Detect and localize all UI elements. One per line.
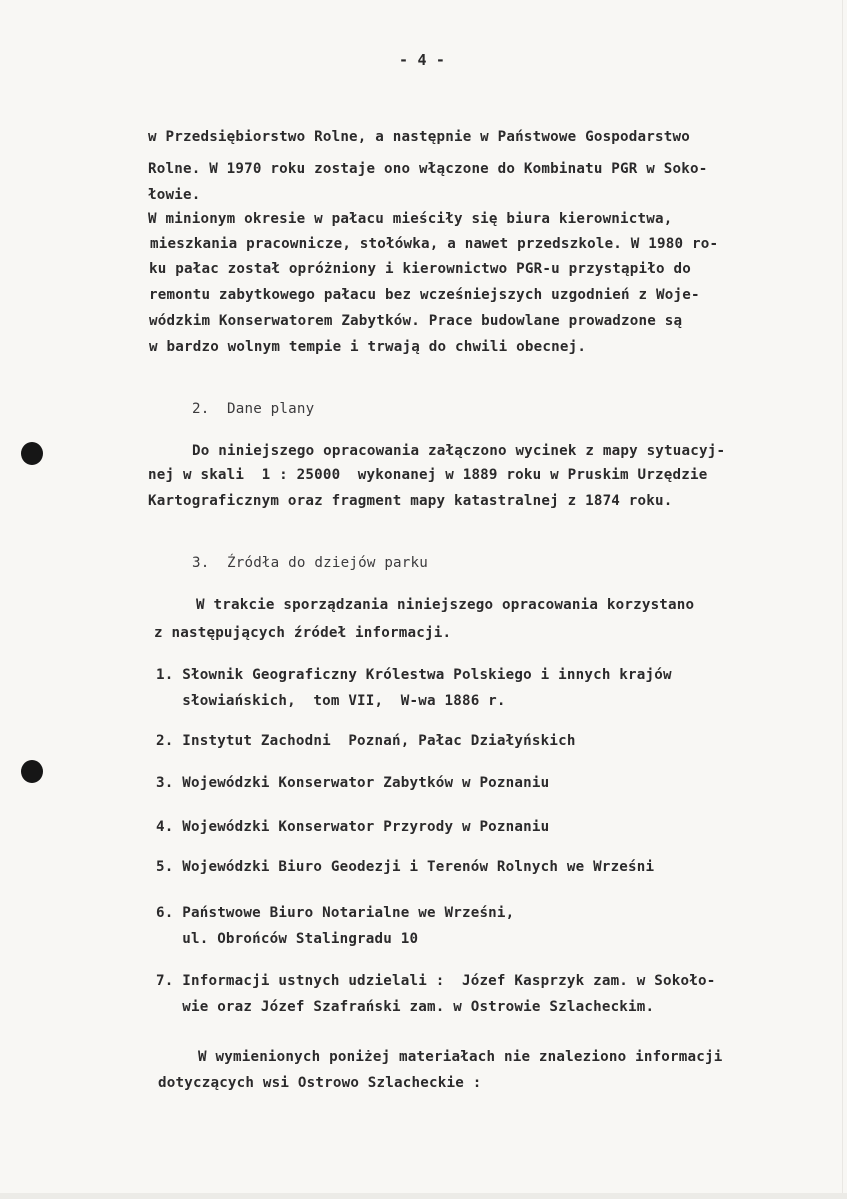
source-item: 6. Państwowe Biuro Notarialne we Wrześni, (156, 905, 515, 921)
section-line: Do niniejszego opracowania załączono wycinek z mapy sytuacyj- (192, 443, 726, 459)
section-line: nej w skali 1 : 25000 wykonanej w 1889 roku w Pruskim Urzędzie (148, 467, 708, 483)
intro-line: łowie. (148, 187, 201, 203)
intro-line: remontu zabytkowego pałacu bez wcześniejszych uzgodnień z Woje- (149, 287, 700, 303)
source-item: słowiańskich, tom VII, W-wa 1886 r. (156, 693, 506, 709)
source-item: 7. Informacji ustnych udzielali : Józef Kasprzyk zam. w Sokoło- (156, 973, 716, 989)
intro-line: w bardzo wolnym tempie i trwają do chwili obecnej. (149, 339, 587, 355)
section-heading: 2. Dane plany (192, 401, 315, 417)
section-line: W trakcie sporządzania niniejszego opracowania korzystano (196, 597, 695, 613)
source-item: 5. Wojewódzki Biuro Geodezji i Terenów Rolnych we Wrześni (156, 859, 655, 875)
intro-line: mieszkania pracownicze, stołówka, a nawet przedszkole. W 1980 ro- (150, 236, 719, 252)
source-item: 2. Instytut Zachodni Poznań, Pałac Działyńskich (156, 733, 576, 749)
closing-line: W wymienionych poniżej materiałach nie znaleziono informacji (198, 1049, 723, 1065)
source-item: wie oraz Józef Szafrański zam. w Ostrowie Szlacheckim. (156, 999, 655, 1015)
section-heading: 3. Źródła do dziejów parku (192, 555, 429, 571)
source-item: ul. Obrońców Stalingradu 10 (156, 931, 419, 947)
closing-line: dotyczących wsi Ostrowo Szlacheckie : (158, 1075, 482, 1091)
source-item: 4. Wojewódzki Konserwator Przyrody w Poznaniu (156, 819, 550, 835)
page-edge (842, 0, 843, 1199)
intro-line: w Przedsiębiorstwo Rolne, a następnie w Państwowe Gospodarstwo (148, 129, 690, 145)
source-item: 1. Słownik Geograficzny Królestwa Polskiego i innych krajów (156, 667, 672, 683)
section-line: Kartograficznym oraz fragment mapy katastralnej z 1874 roku. (148, 493, 673, 509)
punch-hole-top (21, 442, 43, 465)
page-bottom-edge (0, 1193, 847, 1199)
punch-hole-bottom (21, 760, 43, 783)
source-item: 3. Wojewódzki Konserwator Zabytków w Poznaniu (156, 775, 550, 791)
intro-line: ku pałac został opróżniony i kierownictwo PGR-u przystąpiło do (149, 261, 691, 277)
page-number: - 4 - (399, 51, 446, 69)
intro-line: Rolne. W 1970 roku zostaje ono włączone do Kombinatu PGR w Soko- (148, 161, 708, 177)
intro-line: W minionym okresie w pałacu mieściły się biura kierownictwa, (148, 211, 673, 227)
intro-line: wódzkim Konserwatorem Zabytków. Prace budowlane prowadzone są (149, 313, 683, 329)
section-line: z następujących źródeł informacji. (154, 625, 452, 641)
